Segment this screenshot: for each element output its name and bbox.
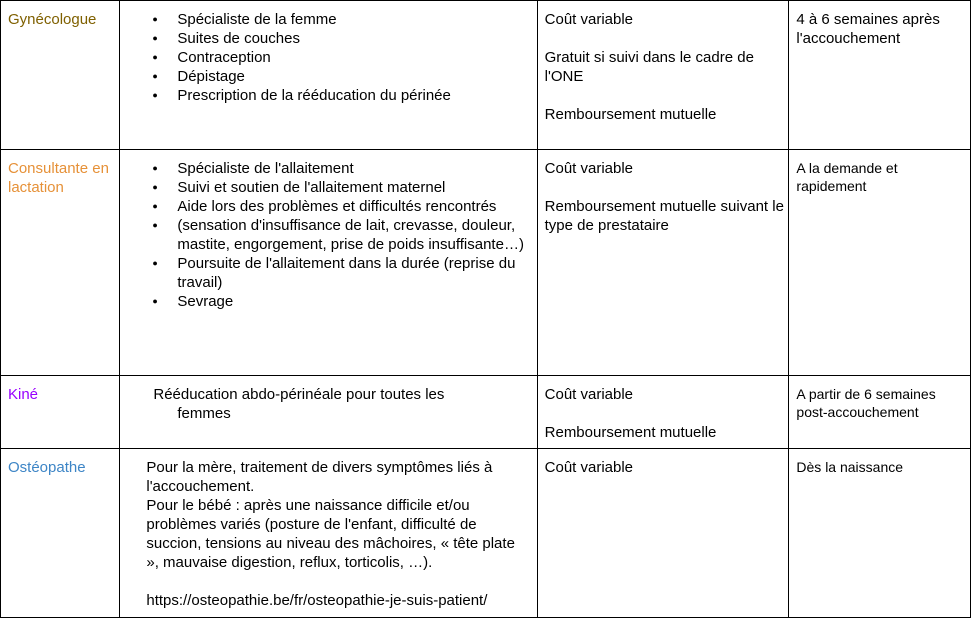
table-row	[1, 376, 971, 449]
cost-text: Coût variable	[544, 459, 634, 476]
cost-text: Remboursement mutuelle suivant le type de prestataire	[544, 198, 784, 234]
cost-text: Remboursement mutuelle	[544, 106, 717, 123]
professional-name-cell	[1, 1, 120, 150]
cost-text: Coût variable	[544, 11, 634, 28]
cost-text: Coût variable	[544, 386, 634, 403]
services-list	[120, 1, 536, 105]
table-row	[1, 449, 971, 618]
professional-name: Gynécologue	[8, 11, 97, 28]
professional-name-cell	[1, 150, 120, 376]
list-item: ● Contraception	[120, 48, 536, 67]
website-url: https://osteopathie.be/fr/osteopathie-je-suis-patient/	[146, 592, 488, 609]
description-line: Rééducation abdo-périnéale pour toutes les	[153, 386, 445, 403]
list-item: ● Sevrage	[120, 292, 536, 311]
service-description	[120, 449, 536, 610]
timing-text: 4 à 6 semaines après l'accouchement	[796, 11, 940, 47]
timing-cell	[789, 1, 971, 150]
services-cell	[120, 449, 537, 618]
list-item: ● Suites de couches	[120, 29, 536, 48]
services-list	[120, 150, 536, 311]
cost-text: Coût variable	[544, 160, 634, 177]
timing-cell	[789, 376, 971, 449]
description-line: femmes	[177, 405, 231, 422]
services-cell	[120, 1, 537, 150]
professional-name-cell	[1, 376, 120, 449]
timing-text: A partir de 6 semaines post-accouchement	[796, 386, 936, 420]
professional-name: Ostéopathe	[8, 459, 86, 476]
table-row	[1, 1, 971, 150]
services-cell	[120, 376, 537, 449]
list-item: ● Spécialiste de la femme	[120, 10, 536, 29]
list-item: ● Dépistage	[120, 67, 536, 86]
list-item: ● Poursuite de l'allaitement dans la durée (reprise du travail)	[120, 254, 536, 292]
list-item: ● Spécialiste de l'allaitement	[120, 159, 536, 178]
description-paragraph: Pour le bébé : après une naissance difficile et/ou problèmes variés (posture de l'enfant, difficulté de succion, tensions au niveau des mâchoires, « tête plate », mauvaise digestion, reflux, torticolis, …).	[146, 497, 515, 571]
cost-text: Gratuit si suivi dans le cadre de l'ONE	[544, 49, 754, 85]
list-item: ● Suivi et soutien de l'allaitement maternel	[120, 178, 536, 197]
cost-text: Remboursement mutuelle	[544, 424, 717, 441]
timing-text: Dès la naissance	[796, 459, 904, 475]
timing-text: A la demande et rapidement	[796, 160, 898, 194]
list-item: ● Prescription de la rééducation du périnée	[120, 86, 536, 105]
professional-name: Consultante en lactation	[8, 160, 109, 196]
professional-name-cell	[1, 449, 120, 618]
timing-cell	[789, 150, 971, 376]
professional-name: Kiné	[8, 386, 39, 403]
description-paragraph: Pour la mère, traitement de divers symptômes liés à l'accouchement.	[146, 459, 493, 495]
cost-cell	[537, 376, 789, 449]
timing-cell	[789, 449, 971, 618]
table-row	[1, 150, 971, 376]
cost-cell	[537, 449, 789, 618]
services-cell	[120, 150, 537, 376]
service-description	[120, 376, 536, 423]
list-item: ● (sensation d'insuffisance de lait, crevasse, douleur, mastite, engorgement, prise de poids insuffisante…)	[120, 216, 536, 254]
cost-cell	[537, 150, 789, 376]
list-item: ● Aide lors des problèmes et difficultés rencontrés	[120, 197, 536, 216]
cost-cell	[537, 1, 789, 150]
